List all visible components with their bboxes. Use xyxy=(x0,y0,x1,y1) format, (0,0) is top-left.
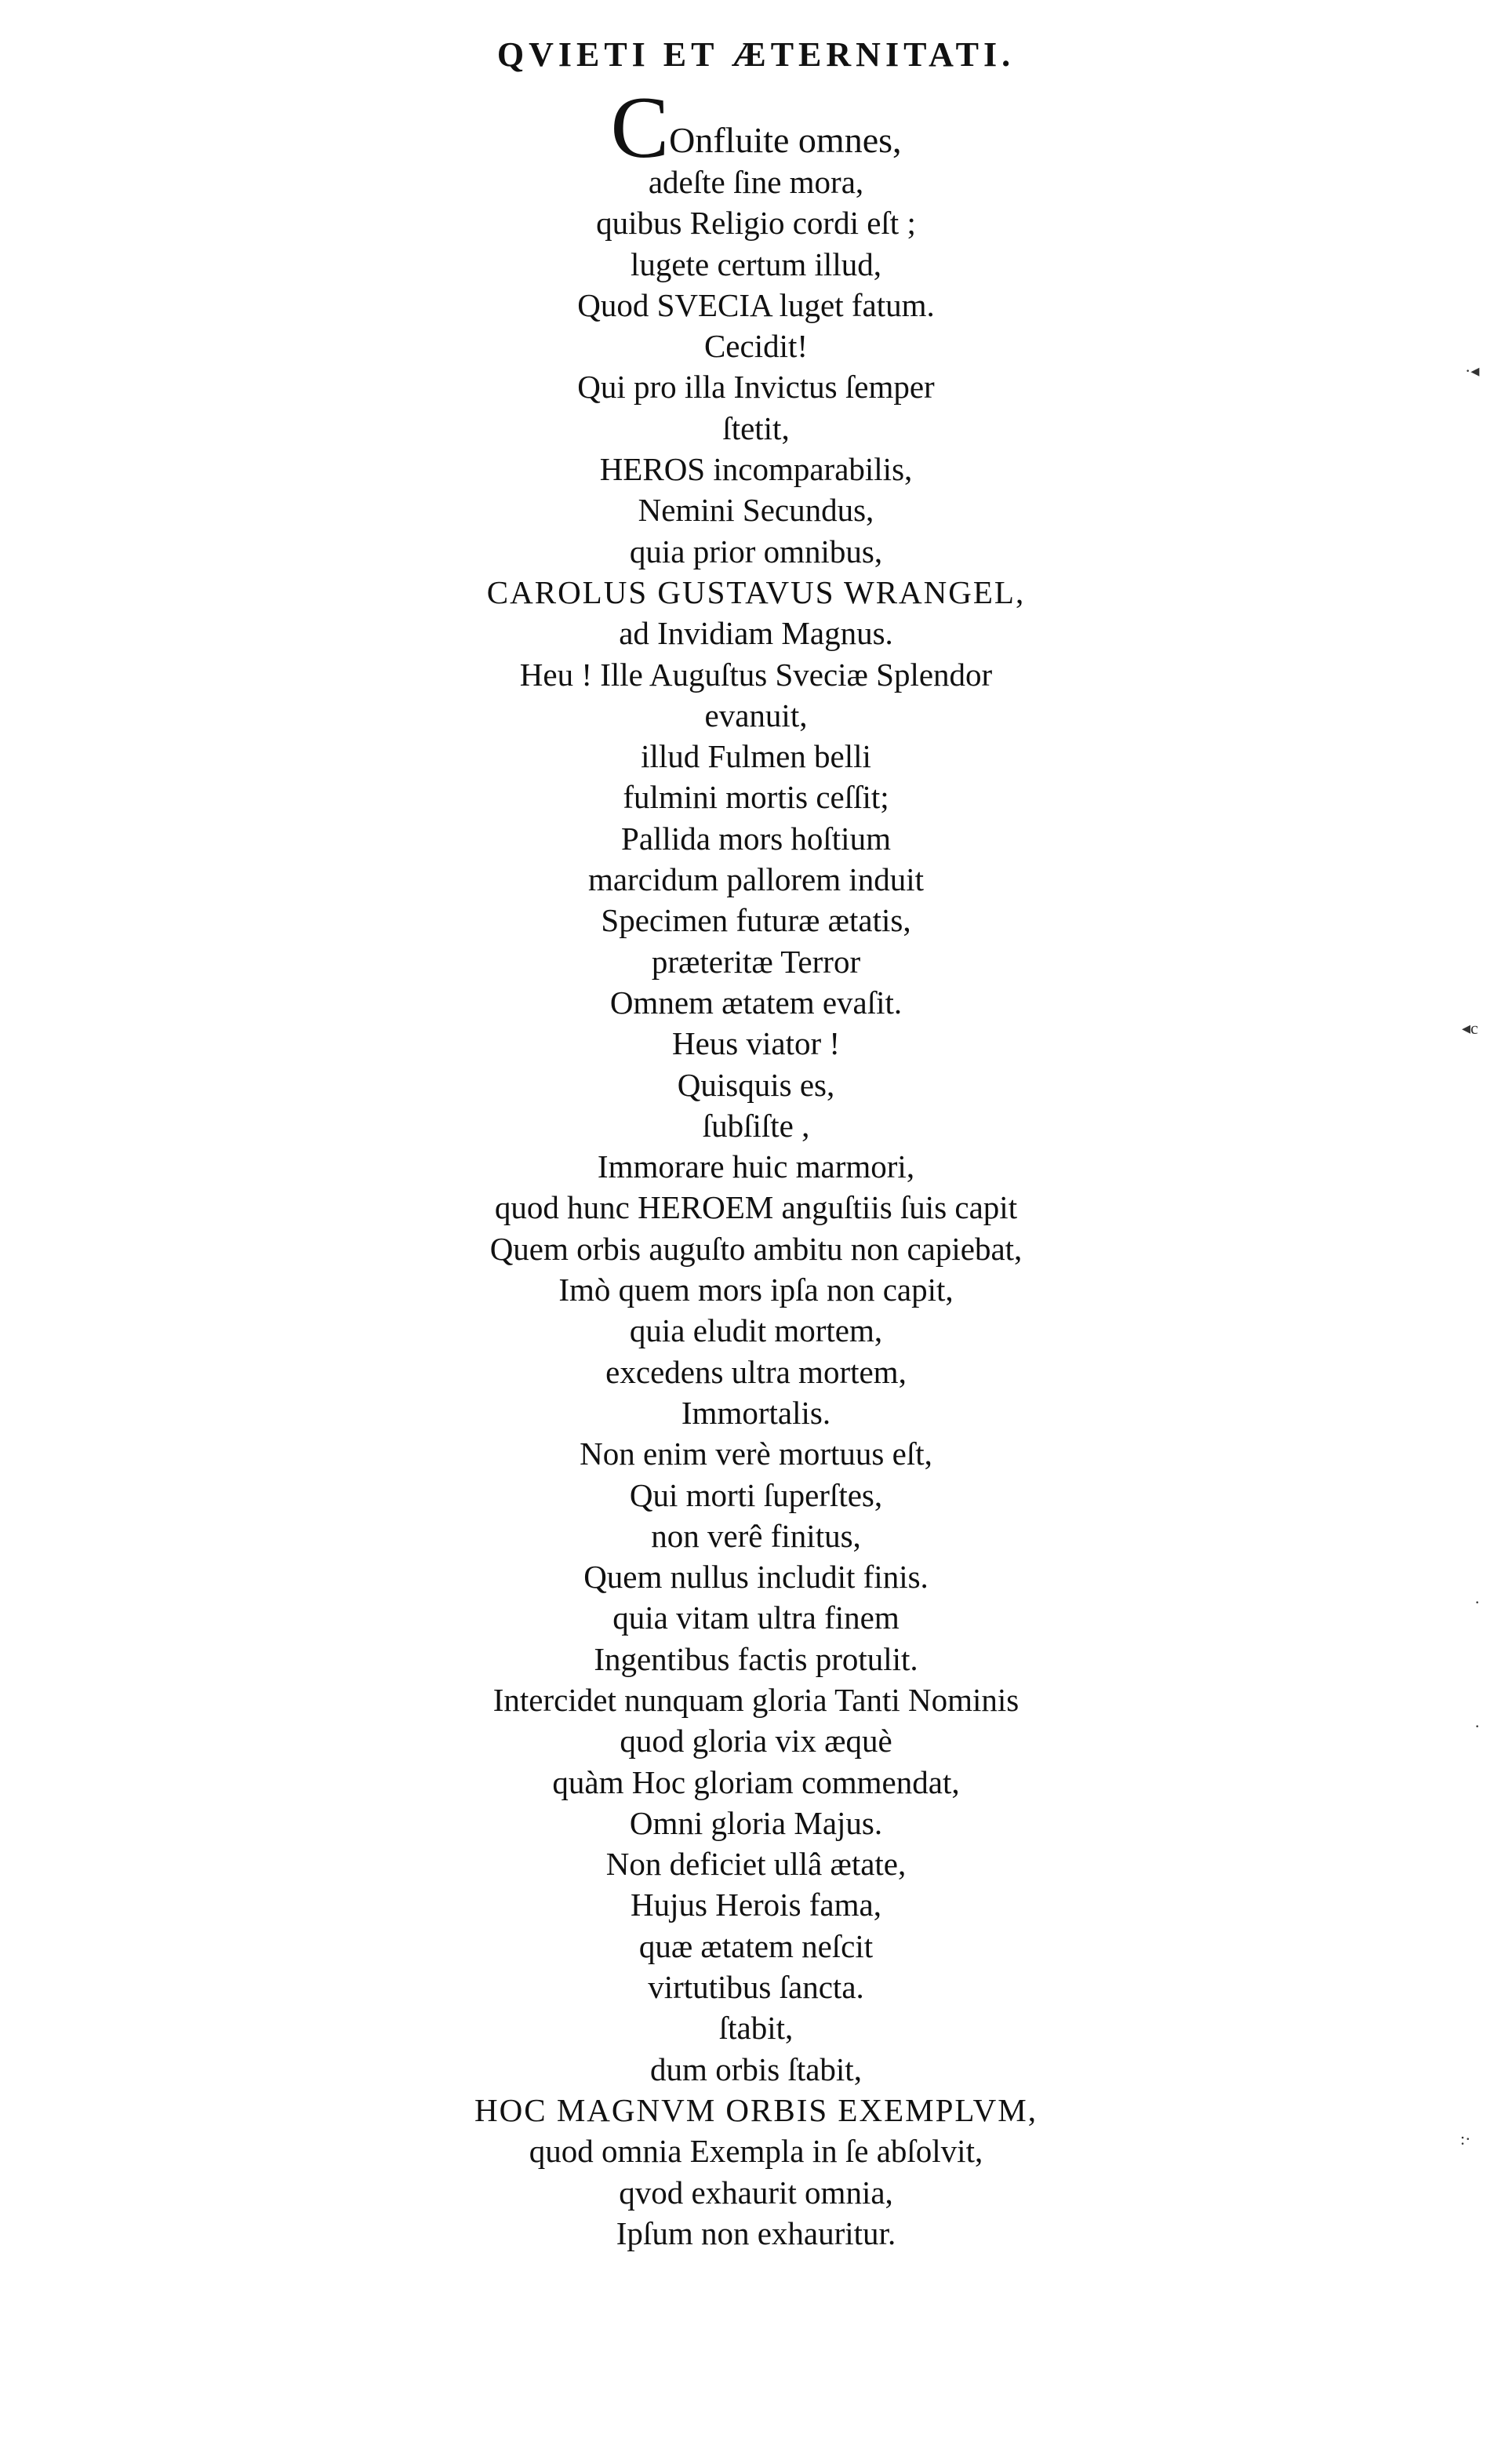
text-line: Specimen futuræ ætatis, xyxy=(601,902,911,939)
margin-mark: · xyxy=(1474,1716,1481,1736)
margin-mark: · xyxy=(1474,1592,1481,1612)
text-line: Intercidet nunquam gloria Tanti Nominis xyxy=(492,1681,1020,1718)
text-line: HEROS incomparabilis, xyxy=(599,451,913,488)
text-line: Cecidit! xyxy=(703,328,809,365)
text-line: quàm Hoc gloriam commendat, xyxy=(552,1763,960,1800)
margin-mark: :· xyxy=(1460,2129,1471,2149)
text-line: Imò quem mors ipſa non capit, xyxy=(558,1272,954,1308)
text-line: Immortalis. xyxy=(681,1394,831,1431)
text-line: Quem orbis auguſto ambitu non capiebat, xyxy=(489,1230,1023,1267)
text-line: Omni gloria Majus. xyxy=(629,1804,883,1841)
inscription-text xyxy=(0,162,1512,2254)
text-line: Qui pro illa Invictus ſemper xyxy=(577,369,935,406)
text-line: non verê finitus, xyxy=(651,1517,861,1554)
text-line: ſtetit, xyxy=(722,409,790,446)
drop-cap-letter: C xyxy=(610,79,670,176)
text-line: Quem nullus includit finis. xyxy=(583,1559,929,1596)
text-line: marcidum pallorem induit xyxy=(587,861,925,898)
text-line: dum orbis ſtabit, xyxy=(650,2051,862,2087)
text-line: Hujus Herois fama, xyxy=(631,1887,881,1923)
text-line: evanuit, xyxy=(704,697,808,733)
margin-mark: ◂c xyxy=(1462,1018,1478,1038)
text-line: Qui morti ſuperſtes, xyxy=(629,1476,883,1513)
text-line: quod hunc HEROEM anguſtiis ſuis capit xyxy=(494,1189,1018,1226)
text-line: Ingentibus factis protulit. xyxy=(594,1640,918,1677)
text-line: qvod exhaurit omnia, xyxy=(619,2174,893,2211)
text-line: Omnem ætatem evaſit. xyxy=(609,984,903,1021)
text-line: quia eludit mortem, xyxy=(629,1312,883,1349)
text-line: excedens ultra mortem, xyxy=(605,1353,907,1390)
text-line: Non deficiet ullâ ætate, xyxy=(605,1846,907,1883)
text-line: ſtabit, xyxy=(718,2010,794,2047)
opening-line-text: Onfluite omnes, xyxy=(669,120,902,160)
text-line: quia vitam ultra finem xyxy=(612,1599,900,1636)
text-line: quia prior omnibus, xyxy=(629,533,883,570)
text-line: lugete certum illud, xyxy=(631,246,881,282)
inscription-heading: QVIETI ET ÆTERNITATI. xyxy=(496,35,1016,74)
text-line: quæ ætatem neſcit xyxy=(638,1927,874,1964)
text-line: quibus Religio cordi eſt ; xyxy=(596,205,916,242)
margin-mark: ·◂ xyxy=(1465,361,1480,380)
text-line: Heu ! Ille Auguſtus Sveciæ Splendor xyxy=(519,656,993,693)
text-line: illud Fulmen belli xyxy=(641,738,871,775)
text-line: Ipſum non exhauritur. xyxy=(616,2214,896,2251)
text-line: præteritæ Terror xyxy=(651,943,861,980)
text-line: Nemini Secundus, xyxy=(638,492,874,529)
text-line: Immorare huic marmori, xyxy=(597,1148,915,1185)
text-line: Quisquis es, xyxy=(677,1066,835,1103)
text-line: Heus viator ! xyxy=(671,1025,841,1062)
text-line: HOC MAGNVM ORBIS EXEMPLVM, xyxy=(474,2091,1038,2128)
text-line: fulmini mortis ceſſit; xyxy=(623,779,889,816)
text-line: ſubſiſte , xyxy=(702,1107,810,1144)
text-line: CAROLUS GUSTAVUS WRANGEL, xyxy=(486,573,1026,610)
text-line: quod omnia Exempla in ſe abſolvit, xyxy=(529,2133,983,2170)
text-line: Quod SVECIA luget fatum. xyxy=(577,286,935,323)
text-line: quod gloria vix æquè xyxy=(620,1723,892,1759)
text-line: Non enim verè mortuus eſt, xyxy=(580,1436,932,1472)
text-line: adeſte ſine mora, xyxy=(648,164,864,200)
text-line: virtutibus ſancta. xyxy=(648,1969,864,2006)
text-line: Pallida mors hoſtium xyxy=(621,820,891,857)
text-line: ad Invidiam Magnus. xyxy=(619,615,893,652)
